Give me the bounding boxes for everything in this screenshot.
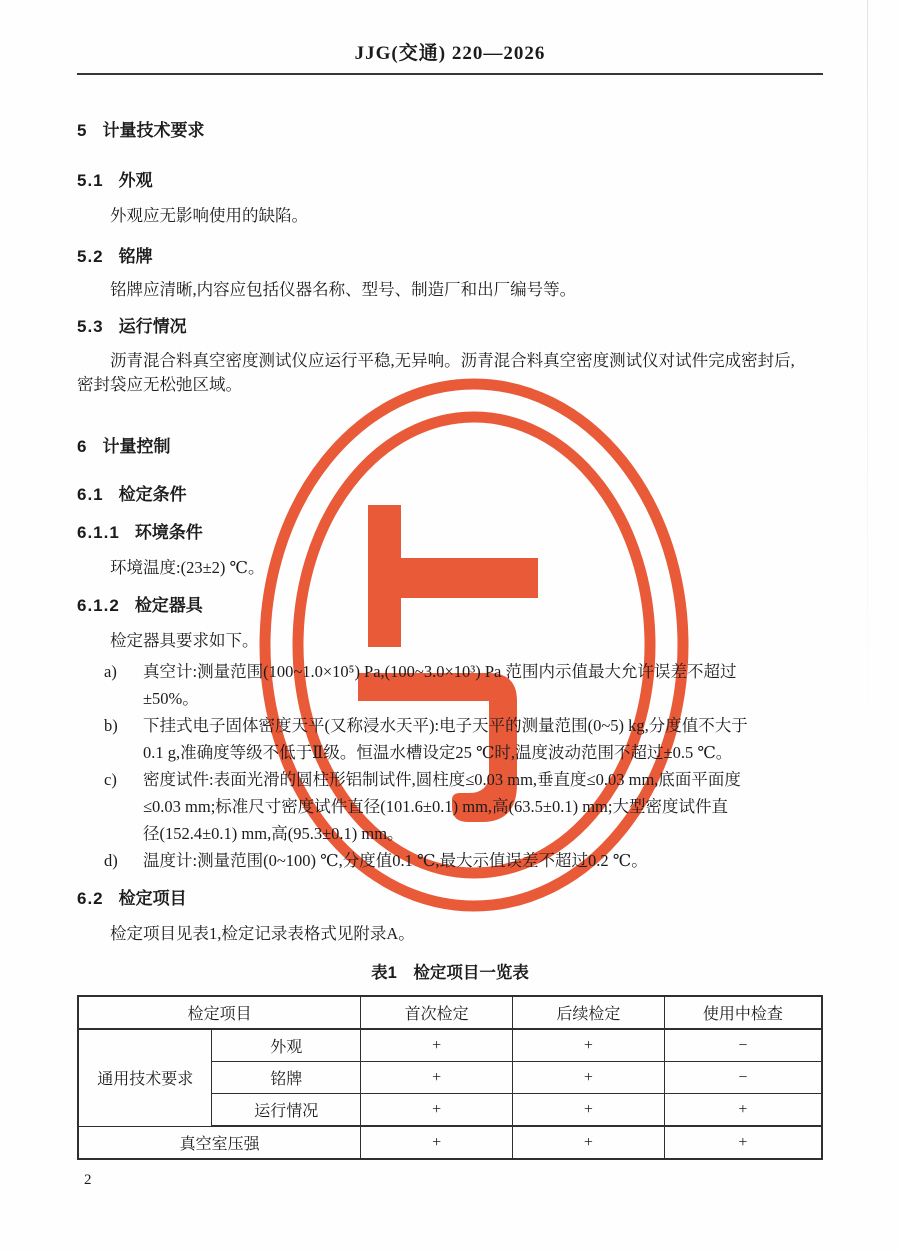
section-number: 6.1 bbox=[77, 485, 104, 504]
section-title: 环境条件 bbox=[134, 523, 203, 542]
equipment-list bbox=[77, 658, 823, 874]
item-cell: 真空室压强 bbox=[78, 1126, 361, 1159]
list-item-label: d) bbox=[104, 851, 118, 870]
paragraph-nameplate: 铭牌应清晰,内容应包括仪器名称、型号、制造厂和出厂编号等。 bbox=[110, 280, 577, 299]
section-title: 检定项目 bbox=[118, 889, 187, 908]
value-cell: + bbox=[361, 1094, 513, 1127]
standard-number-header: JJG(交通) 220—2026 bbox=[354, 43, 546, 64]
section-heading-5-1 bbox=[77, 171, 823, 191]
value-cell: + bbox=[361, 1062, 513, 1094]
section-title: 外观 bbox=[118, 171, 153, 190]
list-item-line: 径(152.4±0.1) mm,高(95.3±0.1) mm。 bbox=[143, 824, 404, 843]
table-caption: 表1 检定项目一览表 bbox=[371, 964, 529, 982]
paragraph-verification-items: 检定项目见表1,检定记录表格式见附录A。 bbox=[110, 924, 415, 943]
section-heading-6-1-1 bbox=[77, 523, 823, 543]
list-item-b bbox=[77, 712, 823, 766]
section-heading-6-1-2 bbox=[77, 596, 823, 616]
list-item-label: a) bbox=[104, 662, 117, 681]
section-title: 计量控制 bbox=[102, 437, 171, 456]
section-title: 检定器具 bbox=[134, 596, 203, 615]
value-cell: + bbox=[664, 1126, 822, 1159]
verification-items-table-wrap bbox=[77, 995, 823, 1160]
value-cell: + bbox=[361, 1029, 513, 1062]
list-item-label: c) bbox=[104, 770, 117, 789]
section-number: 6 bbox=[77, 437, 88, 456]
section-number: 6.2 bbox=[77, 889, 104, 908]
section-title: 运行情况 bbox=[118, 317, 187, 336]
header-cell-subsequent: 后续检定 bbox=[512, 996, 664, 1029]
list-item-line: ≤0.03 mm;标准尺寸密度试件直径(101.6±0.1) mm,高(63.5±0.1) mm;大型密度试件直 bbox=[143, 797, 728, 816]
paragraph-equipment-intro: 检定器具要求如下。 bbox=[110, 631, 259, 650]
section-number: 5 bbox=[77, 121, 88, 140]
page-number: 2 bbox=[84, 1172, 92, 1188]
paragraph-appearance: 外观应无影响使用的缺陷。 bbox=[110, 206, 308, 225]
item-cell: 铭牌 bbox=[212, 1062, 361, 1094]
section-heading-6-1 bbox=[77, 485, 823, 505]
table-header-row bbox=[78, 996, 822, 1029]
header-cell-first: 首次检定 bbox=[361, 996, 513, 1029]
value-cell: + bbox=[512, 1029, 664, 1062]
table-row bbox=[78, 1029, 822, 1062]
section-number: 6.1.1 bbox=[77, 523, 120, 542]
list-item-line: ±50%。 bbox=[143, 689, 199, 708]
value-cell: + bbox=[512, 1062, 664, 1094]
section-number: 5.1 bbox=[77, 171, 104, 190]
section-number: 5.3 bbox=[77, 317, 104, 336]
section-number: 6.1.2 bbox=[77, 596, 120, 615]
table-row bbox=[78, 1126, 822, 1159]
value-cell: + bbox=[361, 1126, 513, 1159]
list-item-c bbox=[77, 766, 823, 847]
section-number: 5.2 bbox=[77, 247, 104, 266]
section-heading-5 bbox=[77, 121, 823, 141]
section-heading-6 bbox=[77, 437, 823, 457]
list-item-a bbox=[77, 658, 823, 712]
list-item-label: b) bbox=[104, 716, 118, 735]
item-cell: 外观 bbox=[212, 1029, 361, 1062]
list-item-line: 下挂式电子固体密度天平(又称浸水天平):电子天平的测量范围(0~5) kg,分度值不大于 bbox=[143, 716, 748, 735]
verification-items-table bbox=[77, 995, 823, 1160]
section-heading-5-2 bbox=[77, 247, 823, 267]
section-title: 计量技术要求 bbox=[102, 121, 205, 140]
value-cell: − bbox=[664, 1062, 822, 1094]
header-cell-item: 检定项目 bbox=[78, 996, 361, 1029]
value-cell: + bbox=[512, 1094, 664, 1127]
list-item-d bbox=[77, 847, 823, 874]
list-item-line: 真空计:测量范围(100~1.0×10⁵) Pa,(100~3.0×10³) Pa 范围内示值最大允许误差不超过 bbox=[143, 662, 737, 681]
paragraph-ambient-temperature: 环境温度:(23±2) ℃。 bbox=[110, 558, 265, 577]
header-cell-in-use: 使用中检查 bbox=[664, 996, 822, 1029]
group-cell: 通用技术要求 bbox=[78, 1029, 212, 1126]
section-title: 检定条件 bbox=[118, 485, 187, 504]
value-cell: − bbox=[664, 1029, 822, 1062]
list-item-line: 温度计:测量范围(0~100) ℃,分度值0.1 ℃,最大示值误差不超过0.2 ℃。 bbox=[143, 851, 648, 870]
paragraph-line: 密封袋应无松弛区域。 bbox=[77, 375, 242, 394]
list-item-line: 密度试件:表面光滑的圆柱形铝制试件,圆柱度≤0.03 mm,垂直度≤0.03 mm,底面平面度 bbox=[143, 770, 741, 789]
item-cell: 运行情况 bbox=[212, 1094, 361, 1127]
value-cell: + bbox=[512, 1126, 664, 1159]
list-item-line: 0.1 g,准确度等级不低于Ⅱ级。恒温水槽设定25 ℃时,温度波动范围不超过±0.5 ℃。 bbox=[143, 743, 733, 762]
value-cell: + bbox=[664, 1094, 822, 1127]
paragraph-operation bbox=[77, 349, 823, 397]
header-rule bbox=[77, 73, 823, 75]
paragraph-line: 沥青混合料真空密度测试仪应运行平稳,无异响。沥青混合料真空密度测试仪对试件完成密封后, bbox=[110, 351, 795, 370]
section-title: 铭牌 bbox=[118, 247, 153, 266]
section-heading-5-3 bbox=[77, 317, 823, 337]
section-heading-6-2 bbox=[77, 889, 823, 909]
